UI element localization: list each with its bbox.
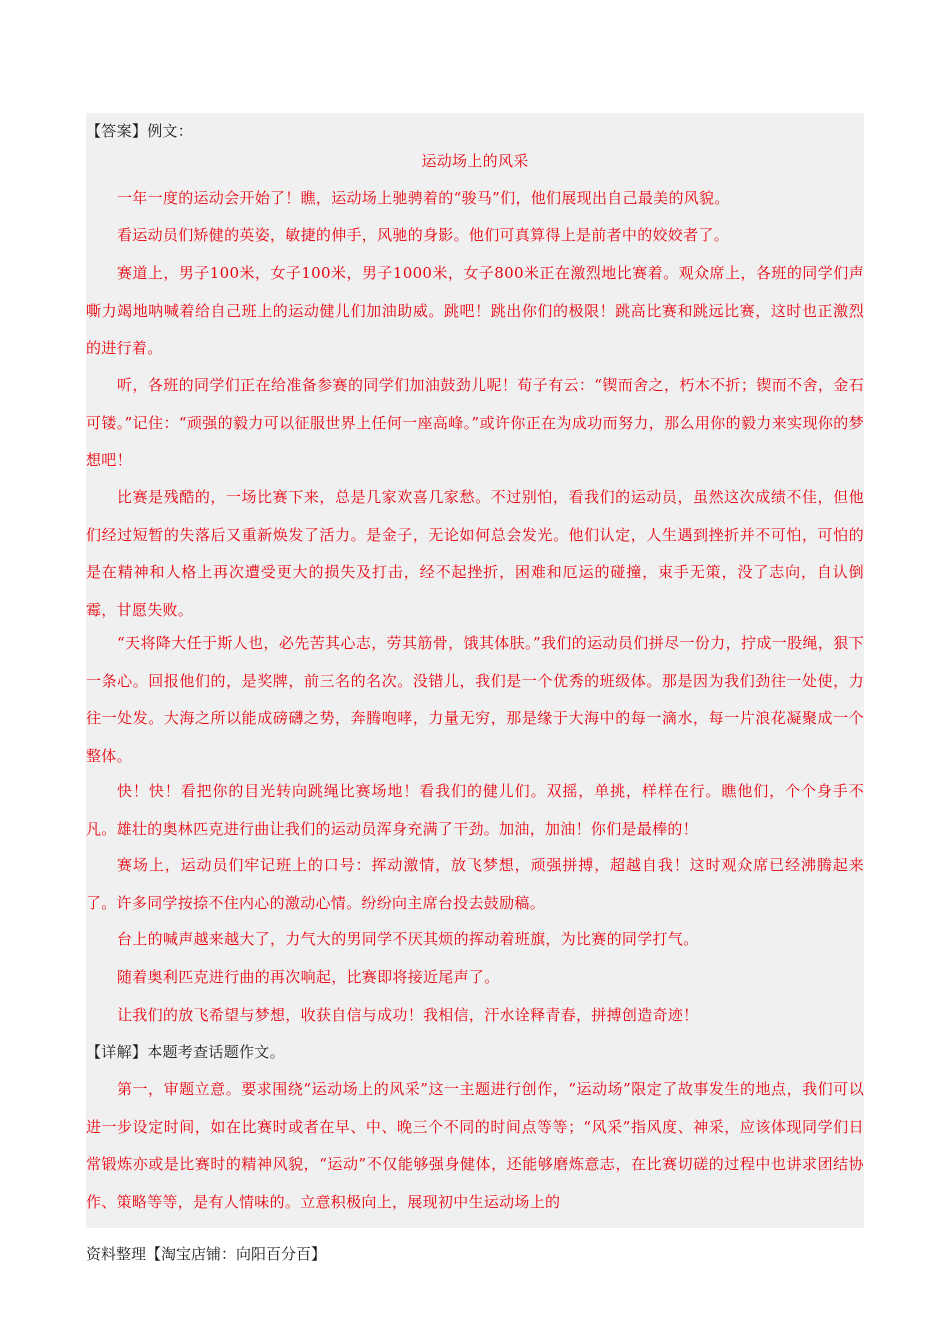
essay-title: 运动场上的风采 [421, 152, 529, 170]
answer-label: 【答案】例文： [86, 122, 194, 140]
essay-paragraph-11: 让我们的放飞希望与梦想，收获自信与成功！我相信，汗水诠释青春，拼搏创造奇迹！ [117, 1006, 699, 1024]
essay-paragraph-6: “天将降大任于斯人也，必先苦其心志，劳其筋骨，饿其体肤。”我们的运动员们拼尽一份力，拧成一股绳，狠下一条心。回报他们的，是奖牌，前三名的名次。没错儿，我们是一个优秀的班级体。那是因为我们劲往一处使，力往一处发。大海之所以能成磅礴之势，奔腾咆哮，力量无穷，那是缘于大海中的每一滴水，每一片浪花凝聚成一个整体。 [86, 634, 864, 765]
essay-paragraph-5: 比赛是残酷的，一场比赛下来，总是几家欢喜几家愁。不过别怕，看我们的运动员，虽然这次成绩不佳，但他们经过短暂的失落后又重新焕发了活力。是金子，无论如何总会发光。他们认定，人生遇到挫折并不可怕，可怕的是在精神和人格上再次遭受更大的损失及打击，经不起挫折，困难和厄运的碰撞，束手无策，没了志向，自认倒霉，甘愿失败。 [86, 488, 864, 619]
essay-paragraph-4: 听，各班的同学们正在给准备参赛的同学们加油鼓劲儿呢！荀子有云：“锲而舍之，朽木不折；锲而不舍，金石可镂。”记住：“顽强的毅力可以征服世界上任何一座高峰。”或许你正在为成功而努力，那么用你的毅力来实现你的梦想吧！ [86, 376, 864, 469]
essay-paragraph-2: 看运动员们矫健的英姿，敏捷的伸手，风驰的身影。他们可真算得上是前者中的姣姣者了。 [117, 226, 730, 244]
essay-paragraph-7: 快！快！看把你的目光转向跳绳比赛场地！看我们的健儿们。双摇，单挑，样样在行。瞧他们，个个身手不凡。雄壮的奥林匹克进行曲让我们的运动员浑身充满了干劲。加油，加油！你们是最棒的！ [86, 782, 864, 838]
detail-paragraph: 第一，审题立意。要求围绕“运动场上的风采”这一主题进行创作，“运动场”限定了故事发生的地点，我们可以进一步设定时间，如在比赛时或者在早、中、晚三个不同的时间点等等；“风采”指风度、神采，应该体现同学们日常锻炼亦或是比赛时的精神风貌，“运动”不仅能够强身健体，还能够磨炼意志，在比赛切磋的过程中也讲求团结协作、策略等等，是有人情味的。立意积极向上，展现初中生运动场上的 [86, 1080, 864, 1211]
essay-paragraph-1: 一年一度的运动会开始了！瞧，运动场上驰骋着的“骏马”们，他们展现出自己最美的风貌。 [117, 189, 730, 207]
detail-label: 【详解】本题考查话题作文。 [86, 1043, 285, 1061]
essay-paragraph-3: 赛道上，男子100米，女子100米，男子1000米，女子800米正在激烈地比赛着。观众席上，各班的同学们声嘶力竭地呐喊着给自己班上的运动健儿们加油助威。跳吧！跳出你们的极限！跳高比赛和跳远比赛，这时也正激烈的进行着。 [86, 264, 864, 357]
answer-content-block [86, 113, 864, 1228]
essay-paragraph-10: 随着奥利匹克进行曲的再次响起，比赛即将接近尾声了。 [117, 968, 500, 986]
page-footer: 资料整理【淘宝店铺：向阳百分百】 [86, 1245, 327, 1263]
essay-paragraph-8: 赛场上，运动员们牢记班上的口号：挥动激情，放飞梦想，顽强拼搏，超越自我！这时观众席已经沸腾起来了。许多同学按捺不住内心的激动心情。纷纷向主席台投去鼓励稿。 [86, 856, 864, 912]
essay-paragraph-9: 台上的喊声越来越大了，力气大的男同学不厌其烦的挥动着班旗，为比赛的同学打气。 [117, 930, 699, 948]
